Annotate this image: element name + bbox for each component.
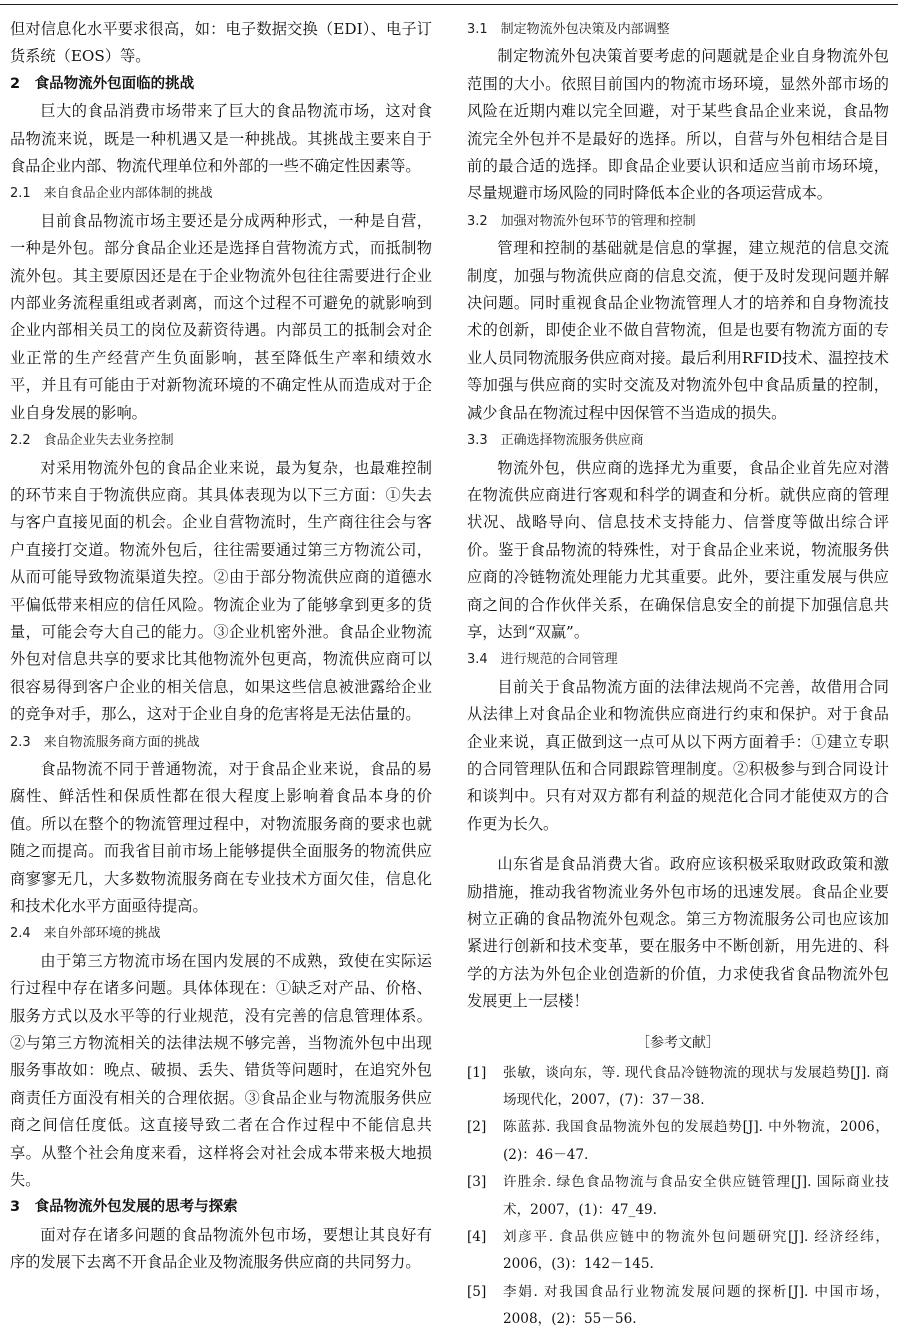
paragraph: 面对存在诸多问题的食品物流外包市场，要想让其良好有序的发展下去离不开食品企业及物流服务供应商的共同努力。 (10, 1225, 432, 1272)
paragraph: 目前食品物流市场主要还是分成两种形式，一种是自营，一种是外包。部分食品企业还是选择自营物流方式，而抵制物流外包。其主要原因还是在于企业物流外包往往需要进行企业内部业务流程重组或者剥离，而这个过程不可避免的就影响到企业内部相关员工的岗位及薪资待遇。内部员工的抵制会对企业正常的生产经营产生负面影响，甚至降低生产率和绩效水平，并且有可能由于对新物流环境的不确定性从而造成对于企业自身发展的影响。 (10, 211, 432, 422)
reference-number: [2] (467, 1119, 487, 1136)
references-title: ［参考文献］ (636, 1034, 720, 1051)
section-3-heading: 3 食品物流外包发展的思考与探索 (10, 1199, 238, 1216)
section-3-3-heading: 3.3 正确选择物流服务供应商 (467, 433, 644, 449)
section-2-4-heading: 2.4 来自外部环境的挑战 (10, 926, 161, 942)
reference-item (467, 1224, 889, 1279)
paragraph: 巨大的食品消费市场带来了巨大的食品物流市场，这对食品物流来说，既是一种机遇又是一种挑战。其挑战主要来自于食品企业内部、物流代理单位和外部的一些不确定性因素等。 (10, 102, 432, 176)
section-3-1-heading: 3.1 制定物流外包决策及内部调整 (467, 22, 670, 37)
references-list (467, 1060, 889, 1334)
paragraph: 管理和控制的基础就是信息的掌握，建立规范的信息交流制度，加强与物流供应商的信息交流，便于及时发现问题并解决问题。同时重视食品企业物流管理人才的培养和自身物流技术的创新，即使企业不做自营物流，但是也要有物流方面的专业人员同物流服务供应商对接。最后利用RFID技术、温控技术等加强与供应商的实时交流及对物流外包中食品质量的控制，减少食品在物流过程中因保管不当造成的损失。 (467, 239, 889, 422)
paragraph: 物流外包，供应商的选择尤为重要，食品企业首先应对潜在物流供应商进行客观和科学的调查和分析。就供应商的管理状况、战略导向、信息技术支持能力、信誉度等做出综合评价。鉴于食品物流的特殊性，对于食品企业来说，物流服务供应商的冷链物流处理能力尤其重要。此外，要注重发展与供应商之间的合作伙伴关系，在确保信息安全的前提下加强信息共享，达到“双赢”。 (467, 458, 889, 641)
reference-number: [1] (467, 1064, 487, 1081)
reference-text: 陈蓝荪. 我国食品物流外包的发展趋势[J]. 中外物流，2006，(2)：46－47. (503, 1119, 889, 1163)
section-2-heading: 2 食品物流外包面临的挑战 (10, 75, 195, 92)
reference-item (467, 1169, 889, 1224)
reference-text: 李娟. 对我国食品行业物流发展问题的探析[J]. 中国市场，2008，(2)：55－56. (503, 1283, 889, 1328)
paragraph: 制定物流外包决策首要考虑的问题就是企业自身物流外包范围的大小。依照目前国内的物流市场环境，显然外部市场的风险在近期内难以完全回避，对于某些食品企业来说，食品物流完全外包并不是最好的选择。所以，自营与外包相结合是目前的最合适的选择。即食品企业要认识和适应当前市场环境，尽量规避市场风险的同时降低本企业的各项运营成本。 (467, 47, 889, 203)
reference-number: [5] (467, 1283, 487, 1300)
paragraph: 对采用物流外包的食品企业来说，最为复杂，也最难控制的环节来自于物流供应商。其具体表现为以下三方面：①失去与客户直接见面的机会。企业自营物流时，生产商往往会与客户直接打交道。物流外包后，往往需要通过第三方物流公司，从而可能导致物流渠道失控。②由于部分物流供应商的道德水平偏低带来相应的信任风险。物流企业为了能够拿到更多的货量，可能会夸大自己的能力。③企业机密外泄。食品企业物流外包对信息共享的要求比其他物流外包更高，物流供应商可以很容易得到客户企业的相关信息，如果这些信息被泄露给企业的竞争对手，那么，这对于企业自身的危害将是无法估量的。 (10, 458, 432, 724)
reference-item (467, 1060, 889, 1115)
reference-item (467, 1114, 889, 1169)
section-2-3-heading: 2.3 来自物流服务商方面的挑战 (10, 734, 200, 750)
section-3-4-heading: 3.4 进行规范的合同管理 (467, 652, 618, 668)
header-rule (0, 0, 898, 5)
reference-text: 刘彦平. 食品供应链中的物流外包问题研究[J]. 经济经纬，2006，(3)：142－145. (503, 1229, 889, 1273)
right-column (467, 16, 889, 1334)
left-column (10, 16, 432, 1277)
conclusion-paragraph: 山东省是食品消费大省。政府应该积极采取财政政策和激励措施，推动我省物流业务外包市场的迅速发展。食品企业要树立正确的食品物流外包观念。第三方物流服务公司也应该加紧进行创新和技术变革，要在服务中不断创新，用先进的、科学的方法为外包企业创造新的价值，力求使我省食品物流外包发展更上一层楼！ (467, 855, 889, 1011)
section-2-2-heading: 2.2 食品企业失去业务控制 (10, 433, 174, 449)
reference-number: [4] (467, 1229, 487, 1246)
paragraph: 由于第三方物流市场在国内发展的不成熟，致使在实际运行过程中存在诸多问题。具体体现在：①缺乏对产品、价格、服务方式以及水平等的行业规范，没有完善的信息管理体系。②与第三方物流相关的法律法规不够完善，当物流外包中出现服务事故如：晚点、破损、丢失、错货等问题时，在追究外包商责任方面没有相关的合理依据。③食品企业与物流服务供应商之间信任度低。这直接导致二者在合作过程中不能信息共享。从整个社会角度来看，这样将会对社会成本带来极大地损失。 (10, 951, 432, 1190)
paragraph: 但对信息化水平要求很高，如：电子数据交换（EDI）、电子订货系统（EOS）等。 (10, 20, 432, 66)
reference-text: 许胜余. 绿色食品物流与食品安全供应链管理[J]. 国际商业技术，2007，(1)：47_49. (503, 1174, 889, 1218)
section-2-1-heading: 2.1 来自食品企业内部体制的挑战 (10, 186, 213, 202)
section-3-2-heading: 3.2 加强对物流外包环节的管理和控制 (467, 213, 696, 229)
reference-item (467, 1279, 889, 1334)
reference-number: [3] (467, 1174, 487, 1191)
paragraph: 食品物流不同于普通物流，对于食品企业来说，食品的易腐性、鲜活性和保质性都在很大程度上影响着食品本身的价值。所以在整个的物流管理过程中，对物流服务商的要求也就随之而提高。而我省目前市场上能够提供全面服务的物流供应商寥寥无几，大多数物流服务商在专业技术方面欠佳，信息化和技术化水平方面亟待提高。 (10, 759, 432, 915)
reference-text: 张敏，谈向东，等. 现代食品冷链物流的现状与发展趋势[J]. 商场现代化，2007，(7)：37－38. (503, 1064, 889, 1109)
paragraph: 目前关于食品物流方面的法律法规尚不完善，故借用合同从法律上对食品企业和物流供应商进行约束和保护。对于食品企业来说，真正做到这一点可从以下两方面着手：①建立专职的合同管理队伍和合同跟踪管理制度。②积极参与到合同设计和谈判中。只有对双方都有利益的规范化合同才能使双方的合作更为长久。 (467, 677, 889, 833)
